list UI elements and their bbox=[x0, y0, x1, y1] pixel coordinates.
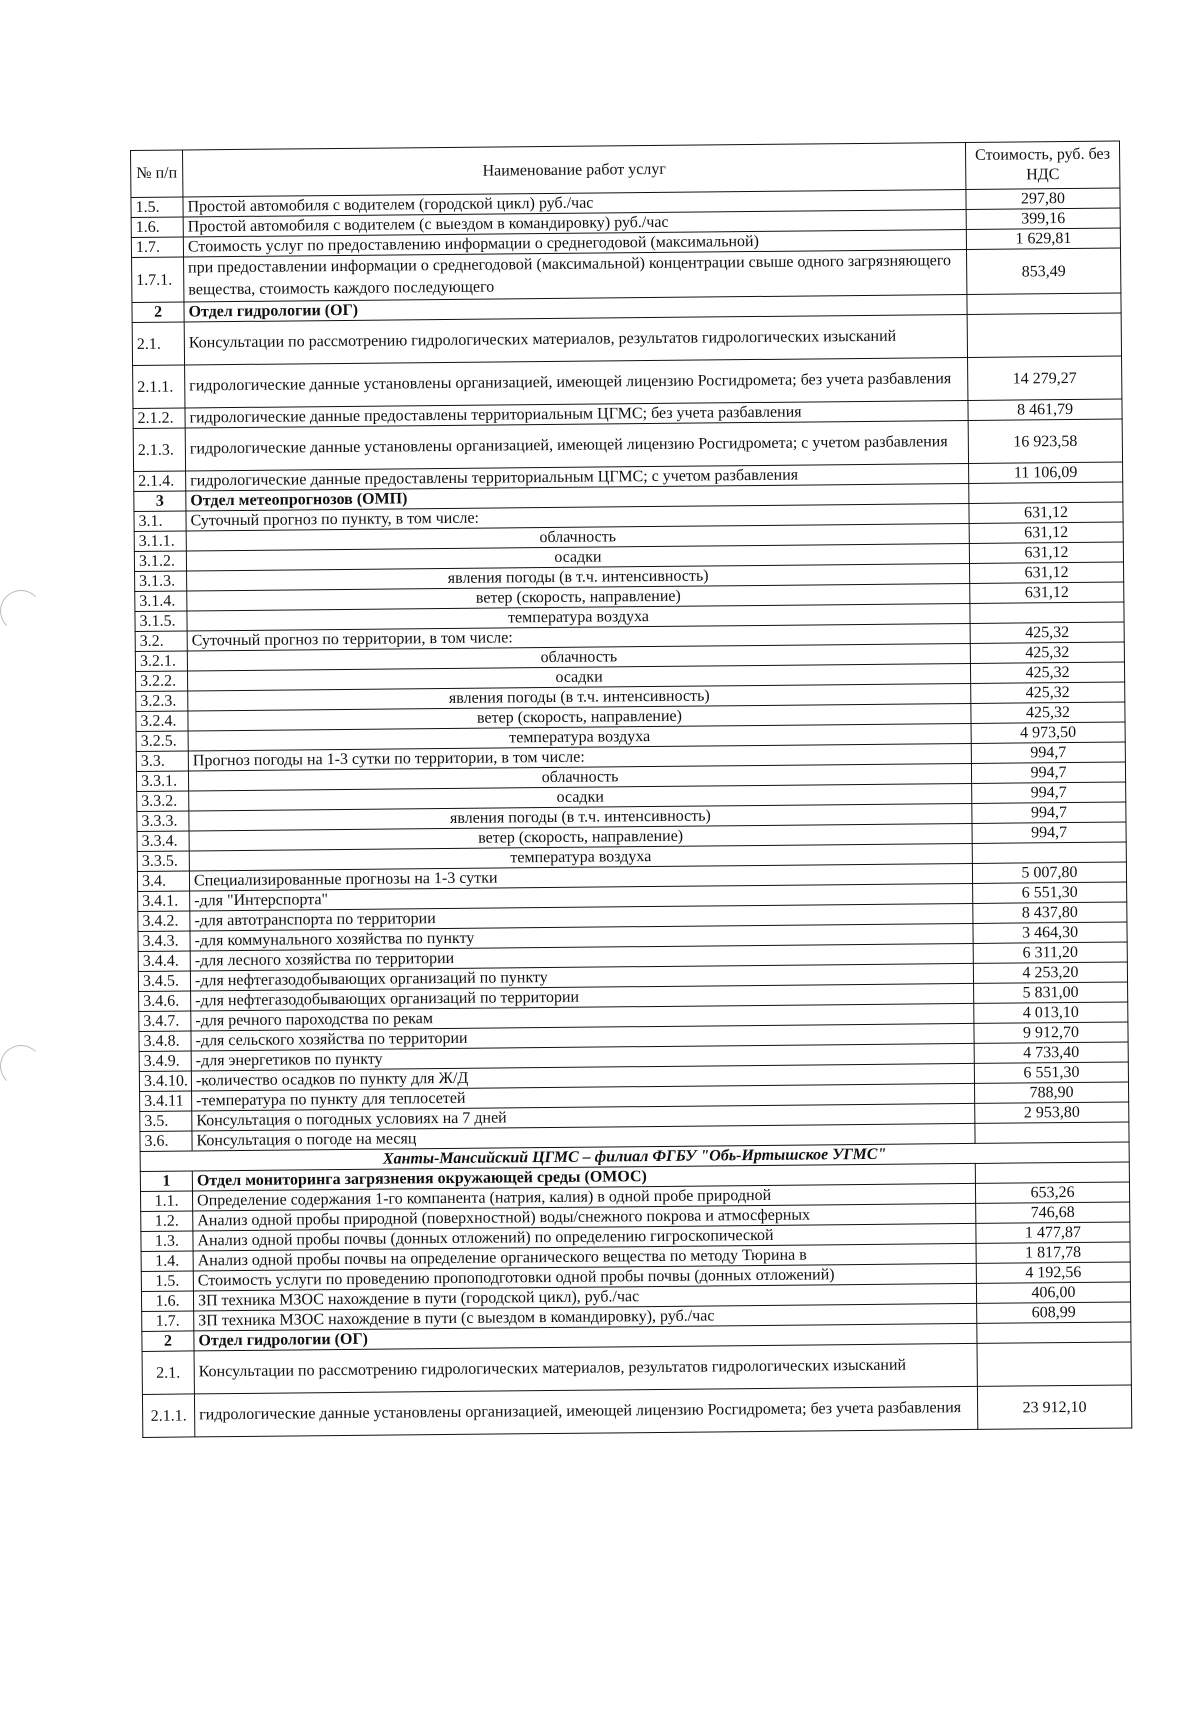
row-number: 3.2.4. bbox=[136, 711, 188, 731]
punch-hole-mark bbox=[0, 1045, 42, 1087]
header-price: Стоимость, руб. без НДС bbox=[965, 141, 1119, 189]
service-price: 9 912,70 bbox=[974, 1022, 1128, 1043]
service-name: Консультации по рассмотрению гидрологических материалов, результатов гидрологических изысканий bbox=[184, 314, 967, 365]
row-number: 1.7. bbox=[131, 237, 183, 257]
service-price: 5 007,80 bbox=[972, 862, 1126, 883]
service-price: 425,32 bbox=[970, 662, 1124, 683]
service-price: 8 461,79 bbox=[968, 399, 1122, 420]
service-price: 6 551,30 bbox=[973, 882, 1127, 903]
service-name: температура воздуха bbox=[188, 723, 971, 751]
service-price: 608,99 bbox=[977, 1302, 1131, 1323]
row-number: 3.4. bbox=[137, 871, 189, 891]
row-number: 2.1.4. bbox=[134, 471, 186, 491]
row-number: 1.6. bbox=[131, 217, 183, 237]
service-price: 631,12 bbox=[970, 582, 1124, 603]
service-name: Отдел метеопрогнозов (ОМП) bbox=[186, 483, 969, 511]
service-name: Анализ одной пробы почвы на определение органического вещества по методу Тюрина в bbox=[193, 1243, 976, 1271]
service-price: 425,32 bbox=[971, 682, 1125, 703]
row-number: 2 bbox=[132, 302, 184, 322]
service-name: ветер (скорость, направление) bbox=[189, 823, 972, 851]
row-number: 1.3. bbox=[141, 1231, 193, 1251]
service-name: -для "Интерспорта" bbox=[190, 883, 973, 911]
service-price bbox=[977, 1342, 1131, 1386]
service-name: Прогноз погоды на 1-3 сутки по территории, в том числе: bbox=[188, 743, 971, 771]
service-price: 8 437,80 bbox=[973, 902, 1127, 923]
service-price: 3 464,30 bbox=[973, 922, 1127, 943]
row-number: 3.3.5. bbox=[137, 851, 189, 871]
row-number: 3.5. bbox=[140, 1111, 192, 1131]
price-list-sheet bbox=[130, 140, 1132, 1437]
service-name: Отдел гидрологии (ОГ) bbox=[184, 294, 967, 322]
service-price: 4 192,56 bbox=[976, 1262, 1130, 1283]
row-number: 3.4.9. bbox=[139, 1051, 191, 1071]
service-name: Суточный прогноз по пункту, в том числе: bbox=[186, 503, 969, 531]
service-name: температура воздуха bbox=[187, 603, 970, 631]
row-number: 3.2. bbox=[135, 631, 187, 651]
service-price: 631,12 bbox=[970, 562, 1124, 583]
row-number: 1.7.1. bbox=[132, 257, 184, 302]
service-name: Стоимость услуги по проведению пропоподготовки одной пробы почвы (донных отложений) bbox=[193, 1263, 976, 1291]
row-number: 1.6. bbox=[141, 1291, 193, 1311]
row-number: 3.1.3. bbox=[135, 571, 187, 591]
row-number: 3.1.1. bbox=[134, 531, 186, 551]
service-name: Анализ одной пробы почвы (донных отложений) по определению гигроскопической bbox=[193, 1223, 976, 1251]
service-name: Консультация о погоде на месяц bbox=[192, 1123, 975, 1151]
row-number: 2.1.1. bbox=[133, 365, 185, 408]
row-number: 2.1. bbox=[132, 322, 184, 365]
row-number: 1.2. bbox=[141, 1211, 193, 1231]
service-price: 399,16 bbox=[966, 208, 1120, 229]
service-price bbox=[970, 602, 1124, 623]
service-name: Простой автомобиля с водителем (с выездом в командировку) руб./час bbox=[183, 209, 966, 237]
service-name: облачность bbox=[186, 523, 969, 551]
service-price: 994,7 bbox=[971, 762, 1125, 783]
service-name: температура воздуха bbox=[189, 843, 972, 871]
service-price bbox=[975, 1162, 1129, 1183]
service-name: Специализированные прогнозы на 1-3 сутки bbox=[189, 863, 972, 891]
service-price: 425,32 bbox=[971, 702, 1125, 723]
row-number: 1 bbox=[140, 1171, 192, 1191]
service-name: ЗП техника МЗОС нахождение в пути (городской цикл), руб./час bbox=[193, 1283, 976, 1311]
row-number: 3.4.2. bbox=[138, 911, 190, 931]
service-price: 4 973,50 bbox=[971, 722, 1125, 743]
service-price: 853,49 bbox=[966, 248, 1120, 294]
service-name: Стоимость услуг по предоставлению информации о среднегодовой (максимальной) bbox=[183, 229, 966, 257]
row-number: 3.4.8. bbox=[139, 1031, 191, 1051]
row-number: 2.1. bbox=[142, 1351, 194, 1394]
row-number: 3.3.2. bbox=[137, 791, 189, 811]
service-price bbox=[972, 842, 1126, 863]
service-price: 14 279,27 bbox=[968, 356, 1122, 400]
row-number: 3.4.1. bbox=[138, 891, 190, 911]
service-price: 631,12 bbox=[969, 522, 1123, 543]
service-name: -для нефтегазодобывающих организаций по территории bbox=[191, 983, 974, 1011]
service-name: ветер (скорость, направление) bbox=[188, 703, 971, 731]
service-name: осадки bbox=[186, 543, 969, 571]
service-price: 6 551,30 bbox=[974, 1062, 1128, 1083]
service-name: явления погоды (в т.ч. интенсивность) bbox=[189, 803, 972, 831]
service-price: 406,00 bbox=[976, 1282, 1130, 1303]
row-number: 3.4.7. bbox=[139, 1011, 191, 1031]
row-number: 2.1.3. bbox=[133, 428, 185, 471]
service-name: явления погоды (в т.ч. интенсивность) bbox=[187, 563, 970, 591]
service-price: 746,68 bbox=[976, 1202, 1130, 1223]
service-name: облачность bbox=[188, 763, 971, 791]
row-number: 3.4.11 bbox=[140, 1091, 192, 1111]
row-number: 3.4.4. bbox=[138, 951, 190, 971]
service-name: гидрологические данные установлены организацией, имеющей лицензию Росгидромета; без учета разбавления bbox=[185, 357, 968, 408]
service-name: облачность bbox=[187, 643, 970, 671]
service-name: -для энергетиков по пункту bbox=[191, 1043, 974, 1071]
service-name: гидрологические данные предоставлены территориальным ЦГМС; без учета разбавления bbox=[185, 400, 968, 428]
service-price: 2 953,80 bbox=[975, 1102, 1129, 1123]
service-name: Анализ одной пробы природной (поверхностной) воды/снежного покрова и атмосферных bbox=[193, 1203, 976, 1231]
service-price bbox=[967, 313, 1121, 357]
service-price: 425,32 bbox=[970, 622, 1124, 643]
row-number: 3.1.4. bbox=[135, 591, 187, 611]
row-number: 3.2.1. bbox=[135, 651, 187, 671]
service-name: Отдел гидрологии (ОГ) bbox=[194, 1323, 977, 1351]
row-number: 3.6. bbox=[140, 1131, 192, 1151]
service-name: Консультации по рассмотрению гидрологических материалов, результатов гидрологических изысканий bbox=[194, 1343, 977, 1394]
row-number: 3.3. bbox=[136, 751, 188, 771]
service-name: гидрологические данные установлены организацией, имеющей лицензию Росгидромета; без учета разбавления bbox=[194, 1386, 977, 1437]
service-price: 6 311,20 bbox=[973, 942, 1127, 963]
service-price: 788,90 bbox=[974, 1082, 1128, 1103]
service-price bbox=[975, 1122, 1129, 1143]
service-name: -для лесного хозяйства по территории bbox=[190, 943, 973, 971]
service-price: 631,12 bbox=[969, 542, 1123, 563]
table-row bbox=[142, 1385, 1131, 1437]
row-number: 3 bbox=[134, 491, 186, 511]
service-name: -количество осадков по пункту для Ж/Д bbox=[191, 1063, 974, 1091]
price-table bbox=[130, 140, 1132, 1437]
row-number: 1.5. bbox=[131, 197, 183, 217]
service-name: -для нефтегазодобывающих организаций по пункту bbox=[190, 963, 973, 991]
service-name: гидрологические данные установлены организацией, имеющей лицензию Росгидромета; с учетом разбавления bbox=[185, 420, 968, 471]
service-price bbox=[969, 482, 1123, 503]
service-name: Простой автомобиля с водителем (городской цикл) руб./час bbox=[183, 189, 966, 217]
service-name: -для автотранспорта по территории bbox=[190, 903, 973, 931]
header-number: № п/п bbox=[131, 150, 183, 197]
service-name: гидрологические данные предоставлены территориальным ЦГМС; с учетом разбавления bbox=[186, 463, 969, 491]
row-number: 2 bbox=[142, 1331, 194, 1351]
service-name: Суточный прогноз по территории, в том числе: bbox=[187, 623, 970, 651]
service-name: осадки bbox=[189, 783, 972, 811]
row-number: 3.2.2. bbox=[136, 671, 188, 691]
service-name: ветер (скорость, направление) bbox=[187, 583, 970, 611]
service-name: -для сельского хозяйства по территории bbox=[191, 1023, 974, 1051]
row-number: 1.4. bbox=[141, 1251, 193, 1271]
row-number: 3.4.5. bbox=[138, 971, 190, 991]
service-name: -для речного пароходства по рекам bbox=[191, 1003, 974, 1031]
service-price: 1 629,81 bbox=[966, 228, 1120, 249]
header-name: Наименование работ услуг bbox=[183, 142, 966, 197]
row-number: 3.4.6. bbox=[139, 991, 191, 1011]
row-number: 3.2.5. bbox=[136, 731, 188, 751]
service-price: 653,26 bbox=[975, 1182, 1129, 1203]
service-name: Отдел мониторинга загрязнения окружающей среды (ОМОС) bbox=[192, 1163, 975, 1191]
row-number: 2.1.1. bbox=[142, 1394, 194, 1437]
row-number: 2.1.2. bbox=[133, 408, 185, 428]
service-price bbox=[967, 293, 1121, 314]
row-number: 3.3.1. bbox=[136, 771, 188, 791]
service-price: 994,7 bbox=[972, 822, 1126, 843]
row-number: 3.3.3. bbox=[137, 811, 189, 831]
service-price bbox=[977, 1322, 1131, 1343]
service-name: Консультация о погодных условиях на 7 дней bbox=[192, 1103, 975, 1131]
service-price: 1 817,78 bbox=[976, 1242, 1130, 1263]
service-price: 297,80 bbox=[966, 188, 1120, 209]
service-price: 5 831,00 bbox=[974, 982, 1128, 1003]
service-price: 4 733,40 bbox=[974, 1042, 1128, 1063]
service-name: -температура по пункту для теплосетей bbox=[192, 1083, 975, 1111]
service-price: 23 912,10 bbox=[977, 1385, 1131, 1429]
row-number: 1.1. bbox=[140, 1191, 192, 1211]
service-price: 4 253,20 bbox=[973, 962, 1127, 983]
row-number: 3.1.2. bbox=[134, 551, 186, 571]
row-number: 3.1. bbox=[134, 511, 186, 531]
row-number: 3.4.10. bbox=[139, 1071, 191, 1091]
row-number: 3.4.3. bbox=[138, 931, 190, 951]
service-name: -для коммунального хозяйства по пункту bbox=[190, 923, 973, 951]
row-number: 3.1.5. bbox=[135, 611, 187, 631]
row-number: 1.5. bbox=[141, 1271, 193, 1291]
service-name: при предоставлении информации о среднегодовой (максимальной) концентрации свыше одного загрязняющего вещества, стоимость каждого последующего bbox=[184, 249, 967, 302]
service-price: 11 106,09 bbox=[969, 462, 1123, 483]
service-name: Определение содержания 1-го компанента (натрия, калия) в одной пробе природной bbox=[192, 1183, 975, 1211]
service-name: осадки bbox=[188, 663, 971, 691]
service-price: 425,32 bbox=[970, 642, 1124, 663]
service-price: 4 013,10 bbox=[974, 1002, 1128, 1023]
punch-hole-mark bbox=[0, 590, 42, 632]
service-price: 1 477,87 bbox=[976, 1222, 1130, 1243]
service-price: 994,7 bbox=[972, 782, 1126, 803]
row-number: 3.2.3. bbox=[136, 691, 188, 711]
service-name: явления погоды (в т.ч. интенсивность) bbox=[188, 683, 971, 711]
service-price: 994,7 bbox=[971, 742, 1125, 763]
service-name: ЗП техника МЗОС нахождение в пути (с выездом в командировку), руб./час bbox=[194, 1303, 977, 1331]
branch-title: Ханты-Мансийский ЦГМС – филиал ФГБУ "Обь-Иртышское УГМС" bbox=[140, 1142, 1129, 1171]
row-number: 1.7. bbox=[142, 1311, 194, 1331]
row-number: 3.3.4. bbox=[137, 831, 189, 851]
service-price: 994,7 bbox=[972, 802, 1126, 823]
service-price: 16 923,58 bbox=[968, 419, 1122, 463]
service-price: 631,12 bbox=[969, 502, 1123, 523]
